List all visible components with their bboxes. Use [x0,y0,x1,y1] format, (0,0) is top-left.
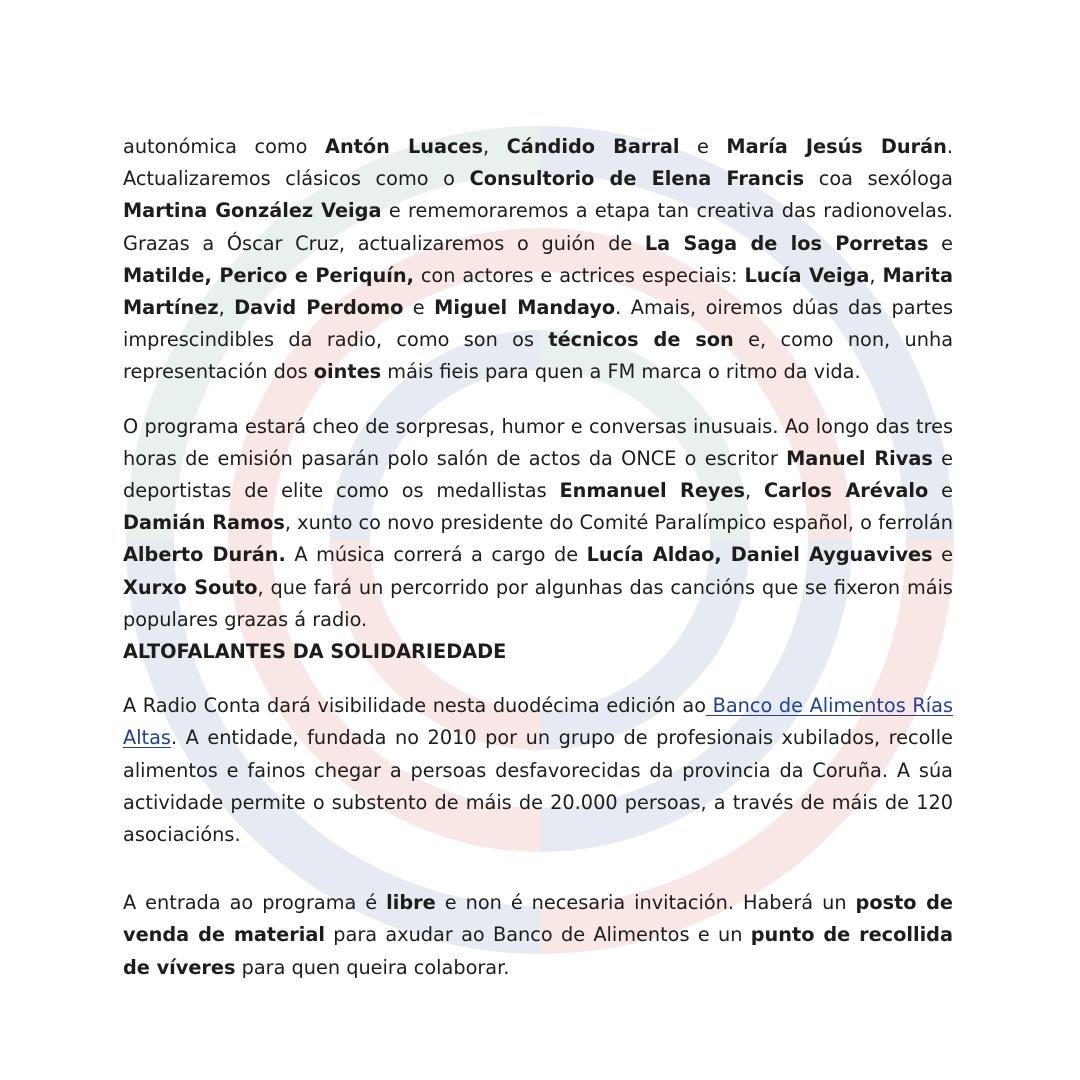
text-run: , xunto co novo presidente do Comité Paralímpico español, o ferrolán [284,511,954,535]
paragraph-solidarity [123,690,953,851]
bold-run: Enmanuel Reyes [559,479,746,503]
document-body [123,131,953,984]
text-run: e, como non, unha representación dos [123,328,954,384]
text-run: e [928,231,953,255]
text-run: e deportistas de elite como os medallistas [123,446,953,503]
bold-run: Carlos Arévalo [763,479,929,503]
text-run: , [482,135,507,158]
bold-run: Lucía Veiga [744,263,870,287]
text-run: e [403,296,435,320]
solidarity-text-before-link: A Radio Conta dará visibilidade nesta duodécima edición ao [123,694,706,718]
section-heading: ALTOFALANTES DA SOLIDARIEDADE [123,640,507,664]
text-run: , [218,296,235,320]
bold-run: posto de venda de material [123,891,953,947]
bold-run: Cándido Barral [506,135,680,158]
bold-run: David Perdomo [234,296,404,320]
paragraph-guests [123,131,953,389]
text-run: e rememoraremos a etapa tan creativa das radionovelas. Grazas a Óscar Cruz, actualizaremos o guión de [123,199,953,255]
bold-run: libre [386,891,436,915]
bold-run: Marita Martínez [123,263,953,320]
text-run: A entrada ao programa é [123,891,387,915]
text-run: e [932,543,954,567]
text-run: con actores e actrices especiais: [413,263,745,287]
text-run: para axudar ao Banco de Alimentos e un [324,923,751,947]
bold-run: Alberto Durán. [123,543,286,567]
banco-de-alimentos-link[interactable]: Banco de Alimentos Rías Altas [123,694,953,750]
bold-run: Lucía Aldao, Daniel Ayguavives [586,543,933,567]
text-run: e [928,479,953,503]
text-run: A música correrá a cargo de [285,543,587,567]
bold-run: punto de recollida de víveres [123,923,953,979]
bold-run: Miguel Mandayo [434,296,616,320]
text-run: coa sexóloga [804,167,953,191]
solidarity-text-after-link: . A entidade, fundada no 2010 por un grupo de profesionais xubilados, recolle alimentos e fainos chegar a persoas desfavorecidas da provincia da Coruña. A súa actividade permite o substento de máis de 20.000 persoas, a través de máis de 120 asociacións. [123,726,953,847]
text-run: O programa estará cheo de sorpresas, humor e conversas inusuais. Ao longo das tres horas de emisión pasarán polo salón de actos da ONCE o escritor [123,414,953,470]
bold-run: Matilde, Perico e Periquín, [123,263,414,287]
paragraph-closing [123,887,953,984]
bold-run: La Saga de los Porretas [644,231,929,255]
text-run: e non é necesaria invitación. Haberá un [435,891,856,915]
text-run: máis fieis para quen a FM marca o ritmo da vida. [381,360,861,384]
text-run: . Amais, oiremos dúas das partes imprescindibles da radio, como son os [123,296,953,352]
bold-run: ointes [313,360,382,384]
bold-run: Xurxo Souto [123,575,258,599]
bold-run: Damián Ramos [123,511,285,535]
bold-run: Antón Luaces [325,135,483,158]
bold-run: Consultorio de Elena Francis [469,167,805,191]
text-run: , [869,263,883,287]
text-run: . Actualizaremos clásicos como o [123,135,954,191]
bold-run: técnicos de son [548,328,734,352]
text-run: , [745,479,764,503]
text-run: , que fará un percorrido por algunhas das cancións que se fixeron máis populares grazas á radio. [123,575,953,631]
text-run: e [679,135,727,158]
bold-run: María Jesús Durán [726,135,947,158]
text-run: para quen queira colaborar. [235,955,510,979]
bold-run: Manuel Rivas [786,446,933,470]
bold-run: Martina González Veiga [123,199,382,223]
paragraph-program [123,411,953,636]
text-run: autonómica como [123,135,326,158]
